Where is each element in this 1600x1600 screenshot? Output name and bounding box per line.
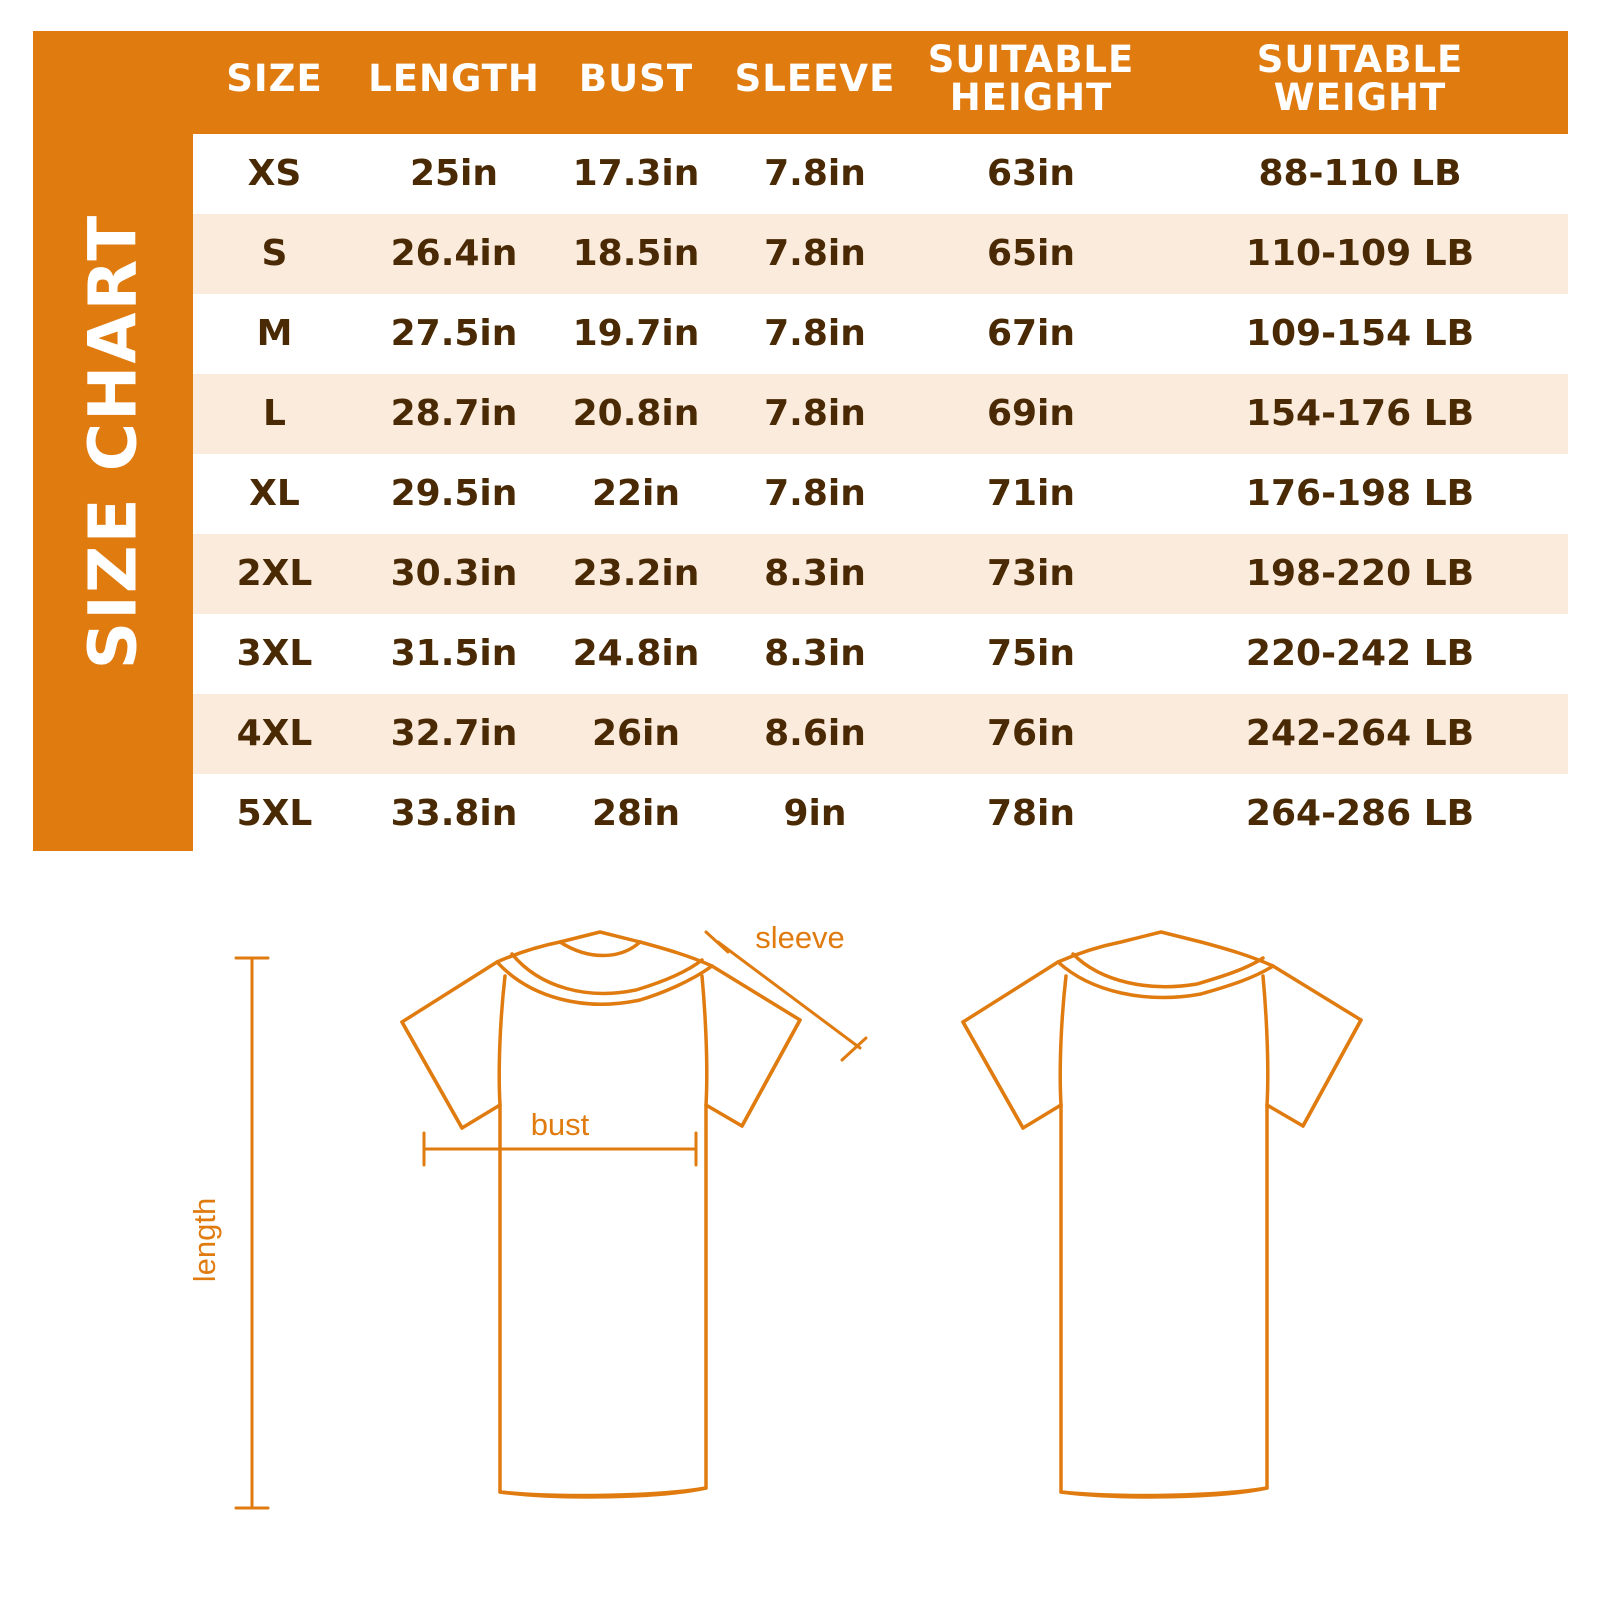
tshirt-back-left-sleeve-seam	[1060, 976, 1066, 1105]
cell-length: 27.5in	[356, 294, 552, 374]
column-header-size	[193, 31, 356, 134]
cell-length: 33.8in	[356, 774, 552, 854]
cell-bust: 22in	[552, 454, 720, 534]
column-header-suitable-height	[910, 31, 1152, 134]
cell-size: XL	[193, 454, 356, 534]
cell-length: 32.7in	[356, 694, 552, 774]
column-header-length-line1: LENGTH	[368, 57, 540, 101]
column-header-bust-line1: BUST	[578, 57, 694, 101]
cell-weight: 198-220 LB	[1152, 534, 1568, 614]
column-header-height-line2: HEIGHT	[949, 76, 1113, 120]
cell-size: 4XL	[193, 694, 356, 774]
cell-sleeve: 9in	[720, 774, 910, 854]
table-row	[193, 214, 1568, 294]
cell-sleeve: 8.3in	[720, 534, 910, 614]
cell-sleeve: 7.8in	[720, 134, 910, 214]
cell-weight: 264-286 LB	[1152, 774, 1568, 854]
cell-length: 26.4in	[356, 214, 552, 294]
size-table-wrapper	[193, 31, 1568, 851]
tshirt-front-right-sleeve-hem	[742, 1020, 800, 1126]
table-row	[193, 374, 1568, 454]
cell-length: 25in	[356, 134, 552, 214]
length-label: length	[187, 1197, 222, 1283]
tshirt-front-left-sleeve-seam	[499, 976, 505, 1105]
cell-weight: 242-264 LB	[1152, 694, 1568, 774]
cell-size: L	[193, 374, 356, 454]
cell-bust: 18.5in	[552, 214, 720, 294]
table-row	[193, 134, 1568, 214]
table-row	[193, 694, 1568, 774]
tshirt-back-hem	[1061, 1488, 1267, 1497]
tshirt-front-diagram	[402, 932, 800, 1497]
size-chart-title	[33, 31, 193, 851]
length-measure-line	[236, 958, 268, 1508]
size-table	[193, 31, 1568, 854]
cell-size: M	[193, 294, 356, 374]
tshirt-front-outline	[402, 932, 800, 1495]
tshirt-back-right-sleeve-seam	[1263, 976, 1268, 1105]
cell-weight: 176-198 LB	[1152, 454, 1568, 534]
cell-height: 73in	[910, 534, 1152, 614]
sleeve-label: sleeve	[755, 920, 845, 955]
cell-bust: 26in	[552, 694, 720, 774]
cell-length: 30.3in	[356, 534, 552, 614]
column-header-height-line1: SUITABLE	[927, 38, 1135, 81]
cell-height: 76in	[910, 694, 1152, 774]
bust-label: bust	[530, 1107, 590, 1142]
cell-bust: 19.7in	[552, 294, 720, 374]
column-header-sleeve	[720, 31, 910, 134]
table-row	[193, 614, 1568, 694]
column-header-size-line1: SIZE	[226, 57, 323, 101]
cell-length: 29.5in	[356, 454, 552, 534]
cell-height: 63in	[910, 134, 1152, 214]
cell-sleeve: 7.8in	[720, 294, 910, 374]
cell-height: 65in	[910, 214, 1152, 294]
cell-length: 28.7in	[356, 374, 552, 454]
size-chart-block	[33, 31, 1568, 851]
cell-weight: 110-109 LB	[1152, 214, 1568, 294]
tshirt-front-neck-band	[560, 942, 640, 956]
cell-bust: 20.8in	[552, 374, 720, 454]
cell-bust: 17.3in	[552, 134, 720, 214]
tshirt-front-right-sleeve-seam	[702, 976, 707, 1105]
table-row	[193, 294, 1568, 374]
cell-bust: 23.2in	[552, 534, 720, 614]
cell-sleeve: 7.8in	[720, 454, 910, 534]
tshirt-front-left-sleeve-hem	[402, 1022, 462, 1128]
tshirt-front-hem	[500, 1488, 706, 1497]
tshirt-back-right-sleeve-hem	[1303, 1020, 1361, 1126]
tshirt-back-outline	[963, 932, 1361, 1495]
size-chart-title-text: SIZE CHART	[74, 213, 152, 669]
column-header-suitable-weight	[1152, 31, 1568, 134]
cell-sleeve: 8.3in	[720, 614, 910, 694]
cell-bust: 24.8in	[552, 614, 720, 694]
column-header-weight-line1: SUITABLE	[1256, 38, 1464, 81]
column-header-length	[356, 31, 552, 134]
table-row	[193, 774, 1568, 854]
column-header-sleeve-line1: SLEEVE	[734, 57, 896, 101]
cell-height: 78in	[910, 774, 1152, 854]
tshirt-back-diagram	[963, 932, 1361, 1497]
measurement-illustration	[0, 880, 1600, 1580]
cell-weight: 88-110 LB	[1152, 134, 1568, 214]
table-header-row	[193, 31, 1568, 134]
cell-weight: 220-242 LB	[1152, 614, 1568, 694]
column-header-bust	[552, 31, 720, 134]
cell-size: 5XL	[193, 774, 356, 854]
cell-length: 31.5in	[356, 614, 552, 694]
cell-size: XS	[193, 134, 356, 214]
cell-weight: 109-154 LB	[1152, 294, 1568, 374]
cell-size: S	[193, 214, 356, 294]
tshirt-back-left-sleeve-hem	[963, 1022, 1023, 1128]
cell-sleeve: 7.8in	[720, 374, 910, 454]
column-header-weight-line2: WEIGHT	[1273, 76, 1447, 120]
cell-size: 2XL	[193, 534, 356, 614]
cell-height: 69in	[910, 374, 1152, 454]
cell-height: 67in	[910, 294, 1152, 374]
cell-sleeve: 7.8in	[720, 214, 910, 294]
cell-height: 71in	[910, 454, 1152, 534]
table-row	[193, 454, 1568, 534]
cell-weight: 154-176 LB	[1152, 374, 1568, 454]
cell-height: 75in	[910, 614, 1152, 694]
cell-bust: 28in	[552, 774, 720, 854]
cell-sleeve: 8.6in	[720, 694, 910, 774]
cell-size: 3XL	[193, 614, 356, 694]
table-row	[193, 534, 1568, 614]
